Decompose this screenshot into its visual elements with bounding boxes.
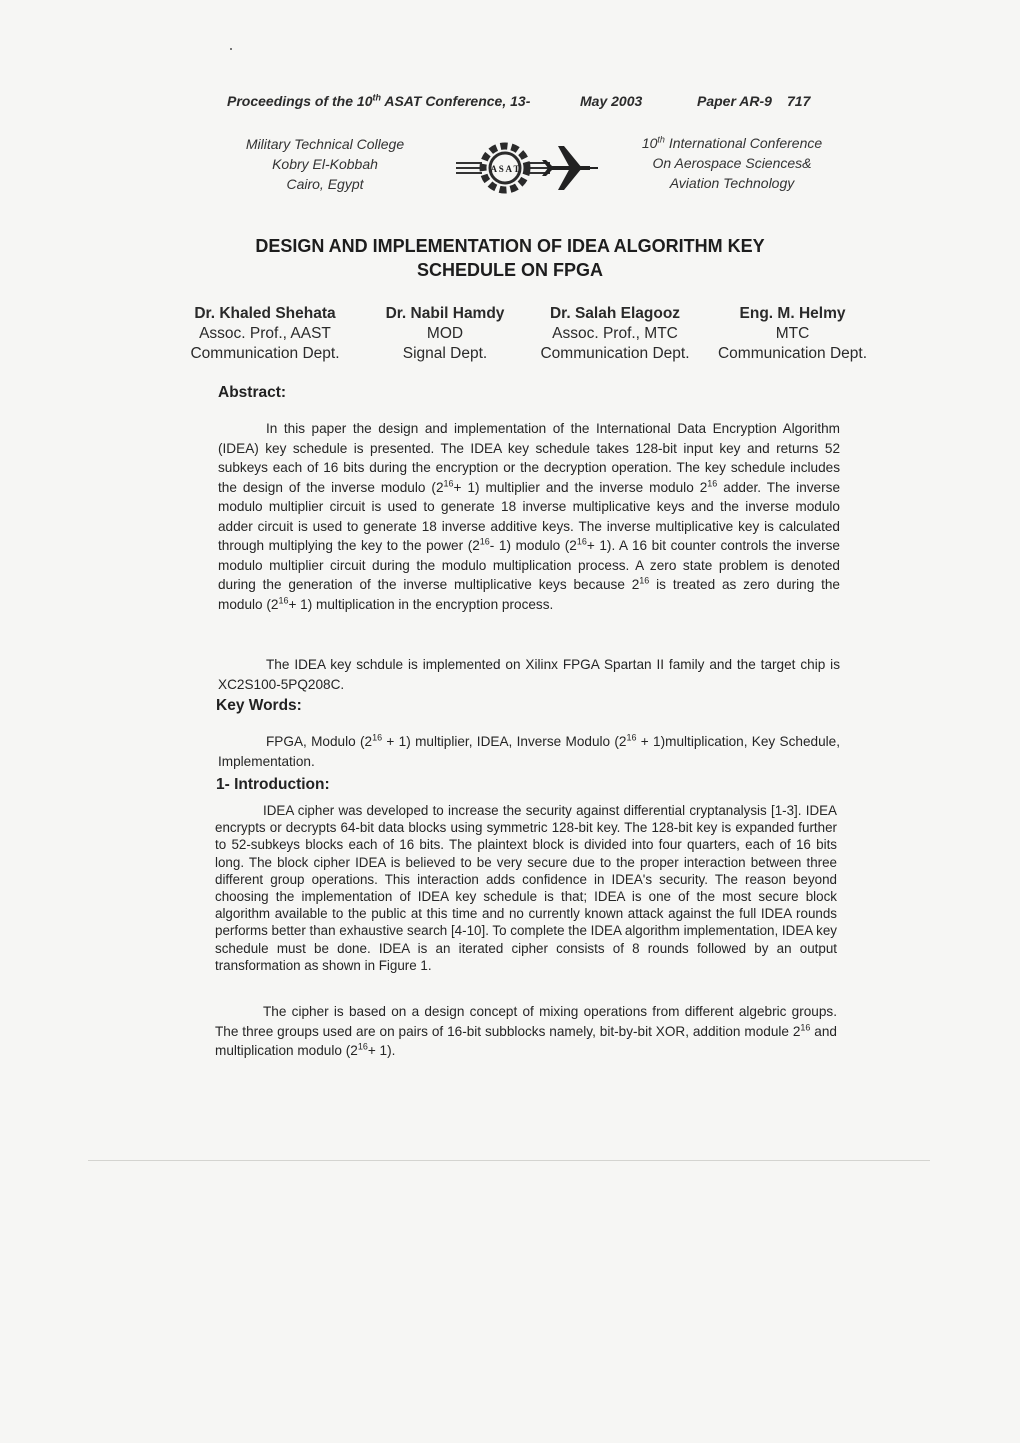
- author-block: [535, 304, 695, 364]
- running-head-proceedings: Proceedings of the 10th ASAT Conference, 13-: [227, 92, 531, 109]
- author-position: Assoc. Prof., AAST: [199, 325, 331, 342]
- affiliation-left: [225, 134, 425, 194]
- page-number: 717: [787, 93, 811, 109]
- introduction-paragraph: IDEA cipher was developed to increase the security against differential cryptanalysis [1-3]. IDEA encrypts or decrypts 64-bit data blocks using symmetric 128-bit key. The 128-bit key is expanded further to 52-subkeys blocks each of 16 bits. The plaintext block is divided into four quarters, each of 16 bits long. The block cipher IDEA is believed to be very secure due to the proper interaction between three different group operations. This interaction adds confidence in IDEA's security. The reason beyond choosing the implementation of IDEA key schedule is that; IDEA is one of the most secure block algorithm available to the public at this time and no currently known attack against the full IDEA rounds performs better than exhaustive search [4-10]. To complete the IDEA algorithm implementation, IDEA key schedule must be done. IDEA is an iterated cipher consists of 8 rounds followed by an output transformation as shown in Figure 1.: [215, 803, 837, 973]
- running-head-paper-id: Paper AR-9: [697, 93, 772, 109]
- paper-title-line: DESIGN AND IMPLEMENTATION OF IDEA ALGORITHM KEY: [255, 236, 765, 256]
- author-dept: Communication Dept.: [717, 345, 868, 362]
- author-position: MTC: [775, 325, 810, 342]
- author-name: Dr. Salah Elagooz: [549, 305, 681, 322]
- paper-title-line: SCHEDULE ON FPGA: [416, 260, 603, 280]
- author-position: MOD: [426, 325, 464, 342]
- scan-speck: [230, 48, 232, 50]
- author-block: [180, 304, 350, 364]
- affiliation-right-line: On Aerospace Sciences&: [652, 155, 812, 171]
- keywords-heading: Key Words:: [216, 697, 302, 714]
- author-dept: Communication Dept.: [540, 345, 690, 362]
- affiliation-left-line: Kobry El-Kobbah: [272, 156, 378, 172]
- airplane-icon: [542, 146, 598, 190]
- abstract-paragraph: In this paper the design and implementation of the International Data Encryption Algorithm (IDEA) key schedule is presented. The IDEA key schedule takes 128-bit input key and returns 52 subkeys each of 16 bits during the encryption or the decryption operation. The key schedule includes the design of the inverse modulo $(2^{16}+ 1)$ multiplier and the inverse modulo $2^{16}$ adder. The inverse modulo multiplier circuit is used to generate 18 inverse multiplicative keys and the inverse modulo adder circuit is used to generate 18 inverse additive keys. The inverse multiplicative key is calculated through multiplying the key to the power ($2^{16}-$ 1) modulo $(2^{16}+ 1)$. A 16 bit counter controls the inverse modulo multiplier circuit during the modulo multiplication process. A zero state problem is denoted during the generation of the inverse multiplicative keys because $2^{16}$ is treated as zero during the modulo $(2^{16}+ 1)$ multiplication in the encryption process.: [218, 421, 841, 612]
- introduction-paragraph: The cipher is based on a design concept of mixing operations from different algebric groups. The three groups used are on pairs of 16-bit subblocks namely, bit-by-bit XOR, addition module $2^{16}$ and multiplication modulo $(2^{16}+ 1)$.: [215, 1004, 837, 1058]
- author-name: Dr. Nabil Hamdy: [385, 305, 505, 322]
- author-position: Assoc. Prof., MTC: [552, 325, 678, 342]
- author-name: Dr. Khaled Shehata: [194, 305, 336, 322]
- author-name: Eng. M. Helmy: [739, 305, 846, 322]
- keywords-paragraph: FPGA, Modulo $(2^{16} + 1)$ multiplier, IDEA, Inverse Modulo ($2^{16}$ + 1)multiplication, Key Schedule, Implementation.: [218, 732, 841, 769]
- author-list: [180, 304, 880, 364]
- paper-title: [180, 234, 840, 282]
- affiliation-left-line: Military Technical College: [245, 136, 405, 152]
- asat-logo-icon: [430, 138, 610, 196]
- affiliation-right-line: 10th International Conference: [641, 134, 823, 151]
- author-dept: Signal Dept.: [402, 345, 488, 362]
- abstract-paragraph: The IDEA key schdule is implemented on Xilinx FPGA Spartan II family and the target chip is XC2S100-5PQ208C.: [218, 657, 840, 692]
- running-head-date: May 2003: [580, 93, 643, 109]
- logo-text: A S A T: [490, 164, 520, 174]
- affiliation-left-line: Cairo, Egypt: [286, 176, 364, 192]
- affiliation-right: [622, 133, 842, 193]
- affiliation-right-line: Aviation Technology: [669, 175, 795, 191]
- abstract-heading: Abstract:: [218, 384, 287, 401]
- footer-divider: [88, 1160, 930, 1161]
- introduction-heading: 1- Introduction:: [216, 776, 330, 793]
- author-block: [710, 304, 875, 364]
- author-block: [370, 304, 520, 364]
- author-dept: Communication Dept.: [190, 345, 340, 362]
